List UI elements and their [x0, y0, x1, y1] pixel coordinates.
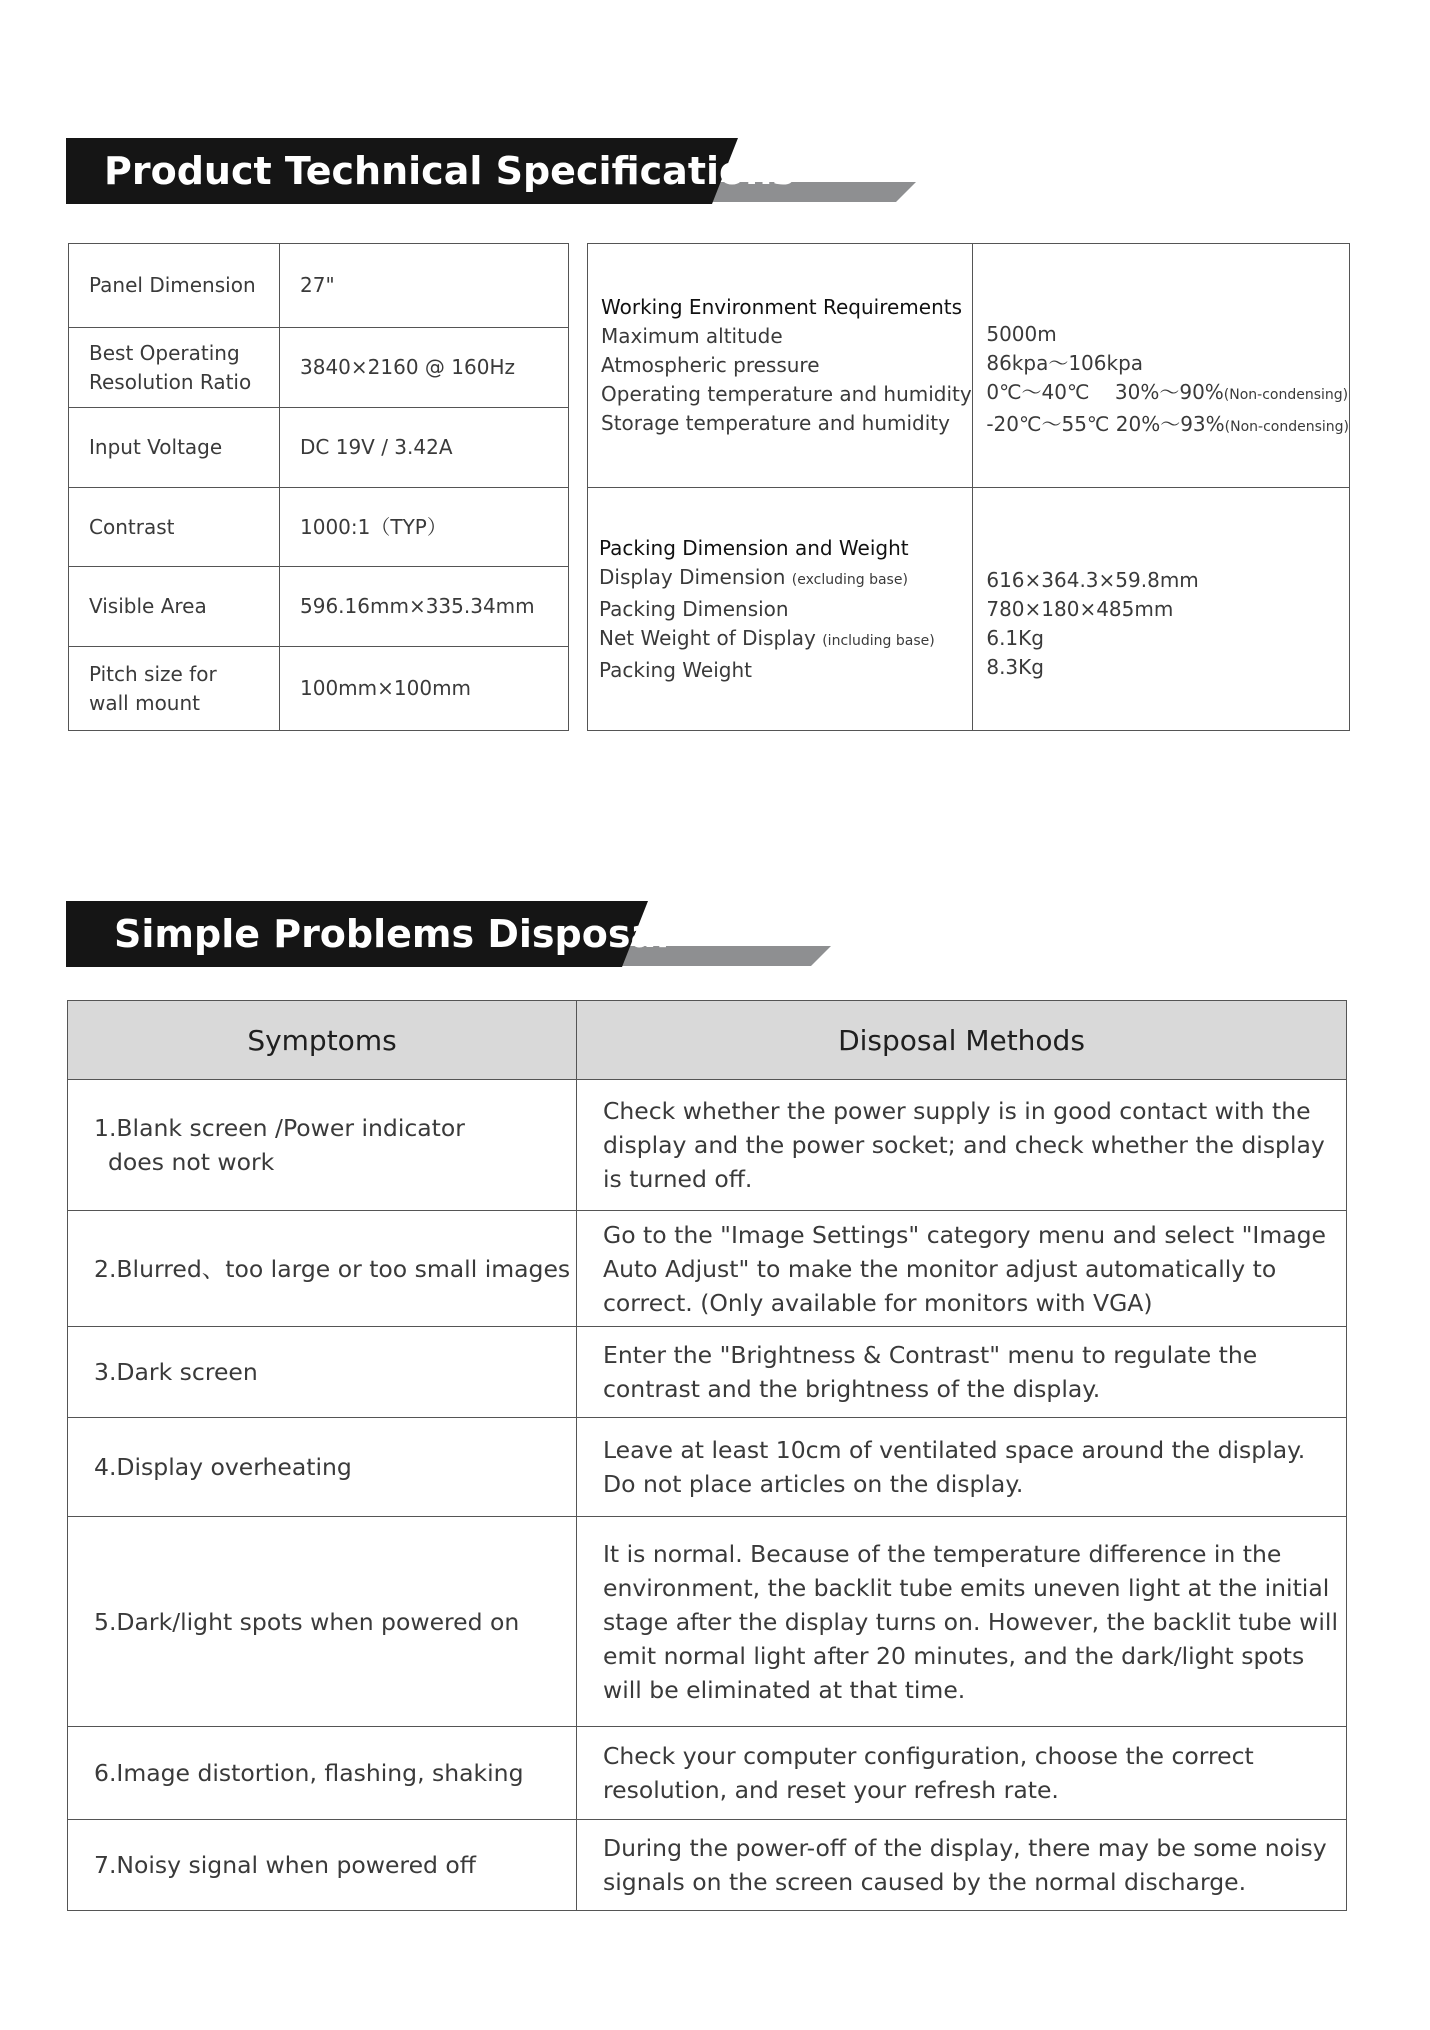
symptom-cell — [68, 1080, 577, 1211]
method-line: During the power-off of the display, there may be some noisy — [603, 1834, 1327, 1862]
symptom-cell — [68, 1517, 577, 1727]
storage-humidity: 20%～93% — [1115, 411, 1225, 436]
env-label: Storage temperature and humidity — [601, 411, 950, 435]
method-line: correct. (Only available for monitors with VGA) — [603, 1288, 1153, 1317]
specs-banner — [66, 138, 926, 204]
symptom-line: 1.Blank screen /Power indicator — [94, 1114, 465, 1142]
method-line: Check whether the power supply is in good contact with the — [603, 1097, 1311, 1125]
method-cell — [577, 1211, 1347, 1327]
spec-value: DC 19V / 3.42A — [280, 408, 569, 488]
methods-header: Disposal Methods — [577, 1001, 1347, 1080]
packing-label: Packing Weight — [599, 657, 752, 682]
symptom-cell — [68, 1211, 577, 1327]
environment-labels — [588, 244, 973, 488]
env-value: 86kpa～106kpa — [986, 350, 1144, 375]
table-row — [68, 1517, 1347, 1727]
table-row — [69, 647, 569, 731]
symptom-line: 3.Dark screen — [94, 1358, 258, 1386]
spec-key: Input Voltage — [69, 408, 280, 488]
spec-key-line: Best Operating — [89, 340, 240, 365]
packing-value: 616×364.3×59.8mm — [986, 568, 1199, 592]
table-header-row — [68, 1001, 1347, 1080]
method-line: Go to the "Image Settings" category menu and select "Image — [603, 1220, 1327, 1249]
method-line: Do not place articles on the display. — [603, 1470, 1024, 1498]
operating-humidity: 30%～90% — [1114, 379, 1224, 404]
spec-value: 596.16mm×335.34mm — [280, 567, 569, 647]
spec-table-left — [68, 243, 569, 731]
method-line: emit normal light after 20 minutes, and the dark/light spots — [603, 1641, 1305, 1670]
spec-key — [69, 328, 280, 408]
packing-value: 780×180×485mm — [986, 597, 1174, 621]
table-row — [69, 244, 569, 328]
env-label: Atmospheric pressure — [601, 353, 820, 377]
method-line: Check your computer configuration, choose the correct — [603, 1742, 1254, 1770]
symptom-line: does not work — [108, 1148, 275, 1176]
symptom-cell — [68, 1327, 577, 1418]
spec-value: 1000:1（TYP） — [280, 488, 569, 567]
spec-key-line: wall mount — [89, 690, 200, 715]
method-line: display and the power socket; and check whether the display — [603, 1131, 1325, 1159]
spec-key: Contrast — [69, 488, 280, 567]
method-cell — [577, 1517, 1347, 1727]
packing-heading: Packing Dimension and Weight — [599, 535, 909, 560]
packing-value: 8.3Kg — [986, 655, 1044, 679]
display-dimension-label: Display Dimension — [599, 564, 786, 589]
table-row — [69, 567, 569, 647]
env-label: Maximum altitude — [601, 324, 783, 348]
spec-value: 27" — [280, 244, 569, 328]
spec-value: 100mm×100mm — [280, 647, 569, 731]
table-row — [588, 244, 1350, 488]
spec-value: 3840×2160 @ 160Hz — [280, 328, 569, 408]
method-line: Auto Adjust" to make the monitor adjust automatically to — [603, 1254, 1277, 1283]
symptom-line: 6.Image distortion, flashing, shaking — [94, 1759, 524, 1787]
method-line: is turned off. — [603, 1165, 753, 1193]
symptom-cell — [68, 1820, 577, 1911]
table-row — [68, 1418, 1347, 1517]
packing-label — [599, 624, 972, 656]
spec-key: Visible Area — [69, 567, 280, 647]
symptom-cell — [68, 1727, 577, 1820]
spec-key-line: Pitch size for — [89, 661, 217, 686]
method-line: environment, the backlit tube emits uneven light at the initial — [603, 1573, 1330, 1602]
method-cell — [577, 1418, 1347, 1517]
symptom-line: 7.Noisy signal when powered off — [94, 1851, 476, 1879]
problems-table — [67, 1000, 1347, 1911]
packing-values — [973, 488, 1350, 731]
problems-banner — [66, 901, 836, 967]
method-line: contrast and the brightness of the display. — [603, 1375, 1101, 1403]
symptom-cell — [68, 1418, 577, 1517]
packing-label: Packing Dimension — [599, 596, 789, 621]
table-row — [68, 1211, 1347, 1327]
symptoms-header: Symptoms — [68, 1001, 577, 1080]
table-row — [69, 488, 569, 567]
spec-table-right — [587, 243, 1350, 731]
table-row — [68, 1820, 1347, 1911]
table-row — [69, 328, 569, 408]
method-line: resolution, and reset your refresh rate. — [603, 1776, 1059, 1804]
method-cell — [577, 1080, 1347, 1211]
env-value-operating — [986, 378, 1349, 410]
env-value: 5000m — [986, 321, 1057, 346]
method-cell — [577, 1820, 1347, 1911]
table-row — [68, 1727, 1347, 1820]
method-line: will be eliminated at that time. — [603, 1675, 966, 1704]
packing-label — [599, 563, 972, 595]
net-weight-label: Net Weight of Display — [599, 625, 816, 650]
method-line: It is normal. Because of the temperature difference in the — [603, 1539, 1282, 1568]
packing-value: 6.1Kg — [986, 626, 1044, 650]
operating-temp: 0℃～40℃ — [986, 379, 1090, 404]
spec-key — [69, 647, 280, 731]
storage-note: (Non-condensing) — [1224, 418, 1349, 435]
method-cell — [577, 1327, 1347, 1418]
operating-note: (Non-condensing) — [1223, 386, 1349, 403]
environment-heading: Working Environment Requirements — [601, 295, 963, 319]
symptom-line: 4.Display overheating — [94, 1453, 352, 1481]
method-cell — [577, 1727, 1347, 1820]
method-line: Enter the "Brightness & Contrast" menu to regulate the — [603, 1341, 1258, 1369]
env-value-storage — [986, 410, 1349, 442]
table-row — [68, 1327, 1347, 1418]
symptom-line: 2.Blurred、too large or too small images — [94, 1254, 571, 1283]
specs-title: Product Technical Specifications — [104, 149, 795, 193]
method-line: Leave at least 10cm of ventilated space around the display. — [603, 1436, 1306, 1464]
net-weight-note: (including base) — [822, 632, 935, 649]
table-row — [588, 488, 1350, 731]
table-row — [68, 1080, 1347, 1211]
symptom-line: 5.Dark/light spots when powered on — [94, 1607, 520, 1636]
storage-temp: -20℃～55℃ — [986, 411, 1110, 436]
table-row — [69, 408, 569, 488]
packing-labels — [588, 488, 973, 731]
environment-values — [973, 244, 1350, 488]
spec-key-line: Resolution Ratio — [89, 369, 252, 394]
spec-key: Panel Dimension — [69, 244, 280, 328]
method-line: stage after the display turns on. However, the backlit tube will — [603, 1607, 1338, 1636]
problems-title: Simple Problems Disposal — [114, 912, 670, 956]
display-dimension-note: (excluding base) — [791, 571, 908, 588]
method-line: signals on the screen caused by the normal discharge. — [603, 1868, 1247, 1896]
env-label: Operating temperature and humidity — [601, 382, 972, 406]
